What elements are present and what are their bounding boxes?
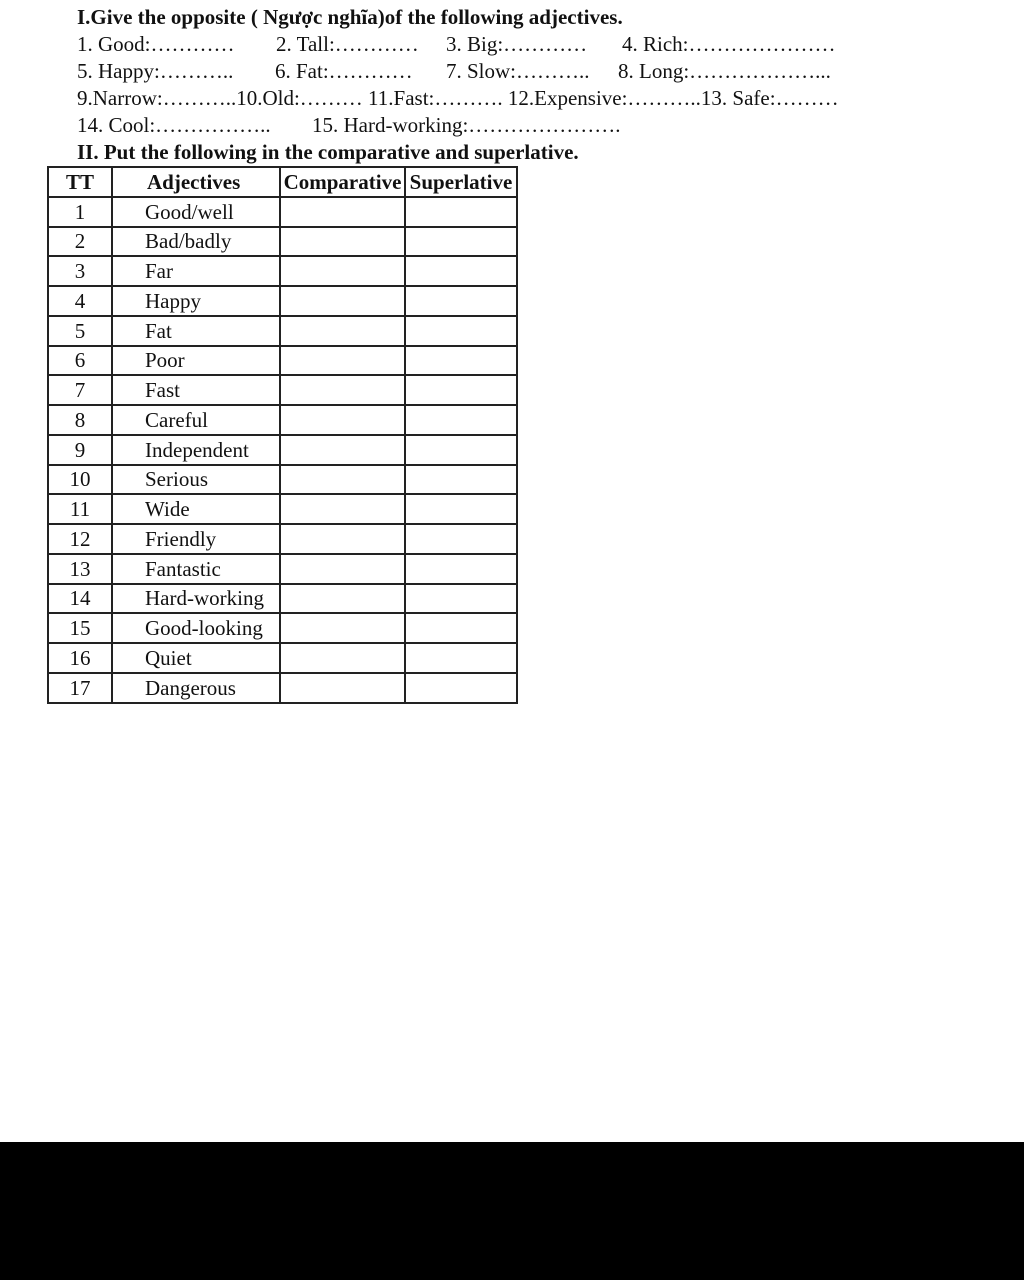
section-2-title: II. Put the following in the comparative and superlative. (77, 140, 579, 164)
opposite-item-rich: 4. Rich:………………… (622, 32, 836, 56)
opposite-item-good: 1. Good:………… (77, 32, 235, 56)
header-tt: TT (48, 167, 112, 197)
header-comparative: Comparative (280, 167, 405, 197)
superlative-answer-cell[interactable] (405, 584, 517, 614)
row-number: 2 (48, 227, 112, 257)
opposite-item-happy: 5. Happy:……….. (77, 59, 234, 83)
row-adjective: Hard-working (112, 584, 280, 614)
row-number: 6 (48, 346, 112, 376)
opposite-item-tall: 2. Tall:………… (276, 32, 419, 56)
superlative-answer-cell[interactable] (405, 494, 517, 524)
row-adjective: Dangerous (112, 673, 280, 703)
superlative-answer-cell[interactable] (405, 643, 517, 673)
comparative-answer-cell[interactable] (280, 554, 405, 584)
black-bottom-bar (0, 1142, 1024, 1280)
opposite-item-slow: 7. Slow:……….. (446, 59, 590, 83)
table-row (48, 435, 517, 465)
row-adjective: Quiet (112, 643, 280, 673)
table-row (48, 554, 517, 584)
table-row (48, 197, 517, 227)
row-number: 9 (48, 435, 112, 465)
row-number: 7 (48, 375, 112, 405)
comparative-answer-cell[interactable] (280, 197, 405, 227)
table-row (48, 524, 517, 554)
table-row (48, 405, 517, 435)
row-adjective: Fat (112, 316, 280, 346)
superlative-answer-cell[interactable] (405, 405, 517, 435)
comparative-answer-cell[interactable] (280, 643, 405, 673)
table-row (48, 465, 517, 495)
row-adjective: Fast (112, 375, 280, 405)
comparative-answer-cell[interactable] (280, 346, 405, 376)
opposite-items-narrow-to-safe: 9.Narrow:………..10.Old:……… 11.Fast:………. 12.Expensive:………..13. Safe:……… (77, 86, 839, 110)
table-row (48, 643, 517, 673)
opposite-item-long: 8. Long:………………... (618, 59, 831, 83)
row-adjective: Happy (112, 286, 280, 316)
superlative-answer-cell[interactable] (405, 286, 517, 316)
superlative-answer-cell[interactable] (405, 435, 517, 465)
row-number: 12 (48, 524, 112, 554)
row-adjective: Good/well (112, 197, 280, 227)
row-adjective: Fantastic (112, 554, 280, 584)
comparative-answer-cell[interactable] (280, 316, 405, 346)
comparative-answer-cell[interactable] (280, 435, 405, 465)
superlative-answer-cell[interactable] (405, 465, 517, 495)
row-number: 5 (48, 316, 112, 346)
section-1-title: I.Give the opposite ( Ngược nghĩa)of the following adjectives. (77, 5, 623, 29)
superlative-answer-cell[interactable] (405, 227, 517, 257)
row-adjective: Wide (112, 494, 280, 524)
table-row (48, 584, 517, 614)
superlative-answer-cell[interactable] (405, 673, 517, 703)
comparative-answer-cell[interactable] (280, 613, 405, 643)
superlative-answer-cell[interactable] (405, 375, 517, 405)
comparative-answer-cell[interactable] (280, 494, 405, 524)
row-adjective: Careful (112, 405, 280, 435)
table-header-row (48, 167, 517, 197)
row-adjective: Good-looking (112, 613, 280, 643)
table-row (48, 286, 517, 316)
table-row (48, 673, 517, 703)
comparative-answer-cell[interactable] (280, 286, 405, 316)
superlative-answer-cell[interactable] (405, 346, 517, 376)
table-row (48, 316, 517, 346)
row-number: 3 (48, 256, 112, 286)
row-number: 13 (48, 554, 112, 584)
comparative-answer-cell[interactable] (280, 405, 405, 435)
row-number: 14 (48, 584, 112, 614)
comparative-table (47, 166, 518, 704)
table-row (48, 346, 517, 376)
row-adjective: Serious (112, 465, 280, 495)
comparative-answer-cell[interactable] (280, 227, 405, 257)
superlative-answer-cell[interactable] (405, 197, 517, 227)
superlative-answer-cell[interactable] (405, 256, 517, 286)
opposite-item-cool: 14. Cool:…………….. (77, 113, 271, 137)
comparative-answer-cell[interactable] (280, 584, 405, 614)
table-row (48, 227, 517, 257)
row-number: 8 (48, 405, 112, 435)
row-number: 11 (48, 494, 112, 524)
superlative-answer-cell[interactable] (405, 554, 517, 584)
row-adjective: Friendly (112, 524, 280, 554)
table-row (48, 256, 517, 286)
superlative-answer-cell[interactable] (405, 524, 517, 554)
opposite-item-hard-working: 15. Hard-working:…………………. (312, 113, 621, 137)
comparative-answer-cell[interactable] (280, 524, 405, 554)
row-number: 10 (48, 465, 112, 495)
header-superlative: Superlative (405, 167, 517, 197)
header-adjectives: Adjectives (112, 167, 280, 197)
row-adjective: Poor (112, 346, 280, 376)
opposite-item-big: 3. Big:………… (446, 32, 588, 56)
table-row (48, 494, 517, 524)
comparative-answer-cell[interactable] (280, 256, 405, 286)
row-number: 4 (48, 286, 112, 316)
row-adjective: Bad/badly (112, 227, 280, 257)
row-adjective: Independent (112, 435, 280, 465)
row-number: 15 (48, 613, 112, 643)
table-row (48, 613, 517, 643)
superlative-answer-cell[interactable] (405, 613, 517, 643)
comparative-answer-cell[interactable] (280, 465, 405, 495)
superlative-answer-cell[interactable] (405, 316, 517, 346)
row-number: 1 (48, 197, 112, 227)
row-number: 16 (48, 643, 112, 673)
comparative-answer-cell[interactable] (280, 673, 405, 703)
comparative-answer-cell[interactable] (280, 375, 405, 405)
opposite-item-fat: 6. Fat:………… (275, 59, 413, 83)
table-row (48, 375, 517, 405)
row-number: 17 (48, 673, 112, 703)
row-adjective: Far (112, 256, 280, 286)
